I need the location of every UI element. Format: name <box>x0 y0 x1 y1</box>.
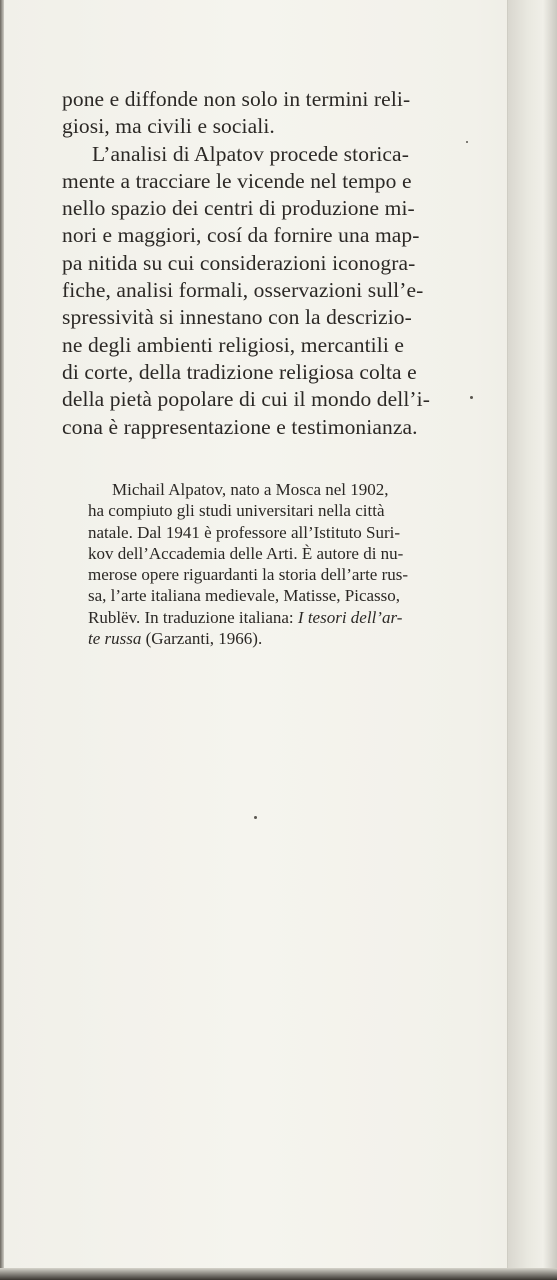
folded-flap-edge <box>507 0 557 1280</box>
bio-line: natale. Dal 1941 è professore all’Istituto Suri- <box>88 522 401 542</box>
bio-line <box>88 628 448 649</box>
abstract-line: mente a tracciare le vicende nel tempo e <box>62 168 412 193</box>
author-bio <box>88 479 448 649</box>
abstract-line: spressività si innestano con la descrizio- <box>62 305 412 330</box>
bio-line: Michail Alpatov, nato a Mosca nel 1902, <box>112 480 389 499</box>
abstract-line: nello spazio dei centri di produzione mi- <box>62 196 415 221</box>
abstract-line: ne degli ambienti religiosi, mercantili e <box>62 332 405 357</box>
abstract-line: fiche, analisi formali, osservazioni sull’e- <box>62 278 424 303</box>
abstract-text <box>62 86 462 441</box>
bio-line: sa, l’arte italiana medievale, Matisse, Picasso, <box>88 586 401 606</box>
abstract-line: cona è rappresentazione e testimonianza. <box>62 414 418 439</box>
book-title-italic: te russa <box>88 629 142 649</box>
abstract-line: giosi, ma civili e sociali. <box>62 114 275 139</box>
paper-speck <box>470 396 473 399</box>
bio-line <box>88 607 448 628</box>
paper-speck <box>466 141 468 143</box>
page-left-edge <box>0 0 4 1280</box>
bio-line: kov dell’Accademia delle Arti. È autore di nu- <box>88 543 404 563</box>
abstract-line: nori e maggiori, cosí da fornire una map- <box>62 223 420 248</box>
paper-speck <box>254 816 257 819</box>
abstract-line: della pietà popolare di cui il mondo dell’i- <box>62 387 430 412</box>
page-bottom-edge <box>0 1268 557 1280</box>
bio-line: ha compiuto gli studi universitari nella città <box>88 501 385 521</box>
abstract-line: pa nitida su cui considerazioni iconogra- <box>62 250 416 275</box>
abstract-line: L’analisi di Alpatov procede storica- <box>92 141 409 166</box>
bio-line-text: Rublëv. In traduzione italiana: <box>88 607 298 627</box>
publisher-note: (Garzanti, 1966). <box>141 629 263 649</box>
book-title-italic: I tesori dell’ar- <box>297 607 403 627</box>
abstract-line: pone e diffonde non solo in termini reli- <box>62 87 411 111</box>
bio-line: merose opere riguardanti la storia dell’arte rus- <box>88 565 409 585</box>
abstract-line: di corte, della tradizione religiosa colta e <box>62 359 417 384</box>
